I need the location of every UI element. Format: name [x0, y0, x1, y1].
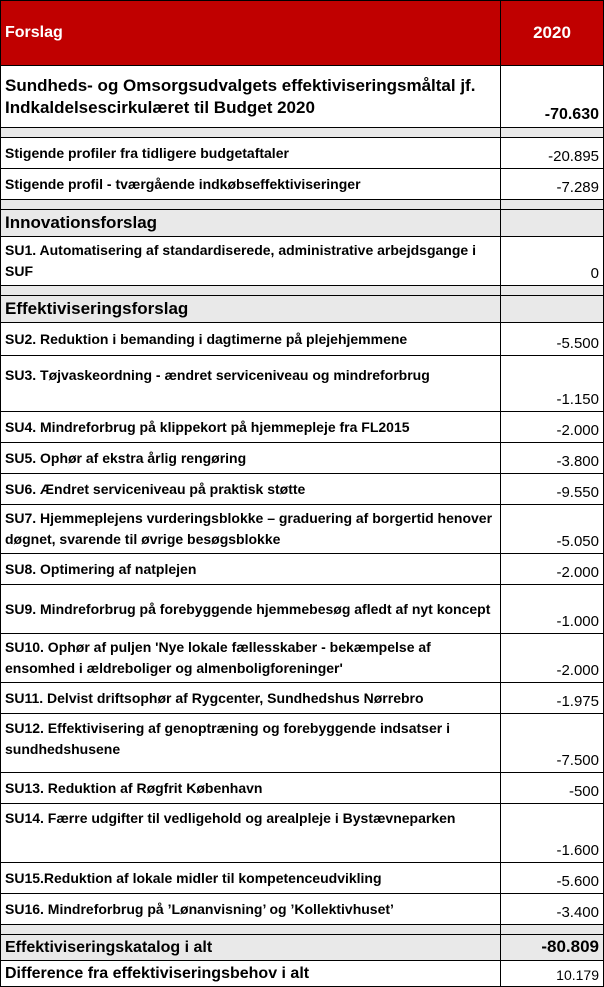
row-value: -1.000: [501, 585, 604, 634]
difference-row: [1, 961, 604, 987]
spacer-row: [1, 200, 604, 210]
row-value: -3.400: [501, 894, 604, 925]
total-label: Effektiviseringskatalog i alt: [1, 935, 501, 961]
row-label: SU10. Ophør af puljen 'Nye lokale fællesskaber - bekæmpelse af ensomhed i ældreboliger og almenboligforeninger': [1, 634, 501, 683]
table-row: [1, 169, 604, 200]
row-label: SU1. Automatisering af standardiserede, administrative arbejdsgange i SUF: [1, 237, 501, 286]
header-col-year: 2020: [501, 1, 604, 66]
target-value: -70.630: [501, 66, 604, 128]
table-row: [1, 474, 604, 505]
table-row: [1, 505, 604, 554]
table-row: [1, 138, 604, 169]
table-row: [1, 894, 604, 925]
row-label: SU3. Tøjvaskeordning - ændret serviceniveau og mindreforbrug: [1, 356, 501, 412]
row-value: -5.600: [501, 863, 604, 894]
row-value: -2.000: [501, 634, 604, 683]
difference-label: Difference fra effektiviseringsbehov i alt: [1, 961, 501, 987]
table-row: [1, 323, 604, 356]
section-title: Innovationsforslag: [1, 210, 501, 237]
total-value: -80.809: [501, 935, 604, 961]
row-label: Stigende profil - tværgående indkøbseffektiviseringer: [1, 169, 501, 200]
row-label: SU15.Reduktion af lokale midler til kompetenceudvikling: [1, 863, 501, 894]
row-label: SU4. Mindreforbrug på klippekort på hjemmepleje fra FL2015: [1, 412, 501, 443]
row-value: -1.975: [501, 683, 604, 714]
target-label: Sundheds- og Omsorgsudvalgets effektiviseringsmåltal jf. Indkaldelsescirkulæret til Budget 2020: [1, 66, 501, 128]
spacer-row: [1, 925, 604, 935]
target-row: [1, 66, 604, 128]
row-label: SU7. Hjemmeplejens vurderingsblokke – graduering af borgertid henover døgnet, svarende til øvrige besøgsblokke: [1, 505, 501, 554]
table-row: [1, 412, 604, 443]
row-label: SU5. Ophør af ekstra årlig rengøring: [1, 443, 501, 474]
row-label: SU11. Delvist driftsophør af Rygcenter, Sundhedshus Nørrebro: [1, 683, 501, 714]
row-value: -7.500: [501, 714, 604, 773]
table-row: [1, 554, 604, 585]
row-label: Stigende profiler fra tidligere budgetaftaler: [1, 138, 501, 169]
table-row: [1, 773, 604, 804]
row-value: -500: [501, 773, 604, 804]
row-value: -3.800: [501, 443, 604, 474]
row-value: -5.500: [501, 323, 604, 356]
table-row: [1, 683, 604, 714]
section-efficiency: [1, 296, 604, 323]
header-col-forslag: Forslag: [1, 1, 501, 66]
section-title: Effektiviseringsforslag: [1, 296, 501, 323]
row-value: -2.000: [501, 554, 604, 585]
row-label: SU16. Mindreforbrug på ’Lønanvisning’ og ’Kollektivhuset’: [1, 894, 501, 925]
row-value: 0: [501, 237, 604, 286]
section-innovation: [1, 210, 604, 237]
row-label: SU13. Reduktion af Røgfrit København: [1, 773, 501, 804]
table-row: [1, 863, 604, 894]
table-row: [1, 804, 604, 863]
row-value: -1.150: [501, 356, 604, 412]
table-row: [1, 356, 604, 412]
row-label: SU8. Optimering af natplejen: [1, 554, 501, 585]
table-row: [1, 634, 604, 683]
spacer-row: [1, 286, 604, 296]
table-row: [1, 714, 604, 773]
table-row: [1, 585, 604, 634]
spacer-row: [1, 128, 604, 138]
row-label: SU14. Færre udgifter til vedligehold og arealpleje i Bystævneparken: [1, 804, 501, 863]
row-value: -5.050: [501, 505, 604, 554]
table-row: [1, 443, 604, 474]
row-label: SU2. Reduktion i bemanding i dagtimerne på plejehjemmene: [1, 323, 501, 356]
table-header: [1, 1, 604, 66]
row-value: -9.550: [501, 474, 604, 505]
difference-value: 10.179: [501, 961, 604, 987]
row-value: -1.600: [501, 804, 604, 863]
row-value: -20.895: [501, 138, 604, 169]
row-label: SU9. Mindreforbrug på forebyggende hjemmebesøg afledt af nyt koncept: [1, 585, 501, 634]
row-label: SU12. Effektivisering af genoptræning og forebyggende indsatser i sundhedshusene: [1, 714, 501, 773]
total-row: [1, 935, 604, 961]
row-value: -2.000: [501, 412, 604, 443]
row-value: -7.289: [501, 169, 604, 200]
table-row: [1, 237, 604, 286]
row-label: SU6. Ændret serviceniveau på praktisk støtte: [1, 474, 501, 505]
